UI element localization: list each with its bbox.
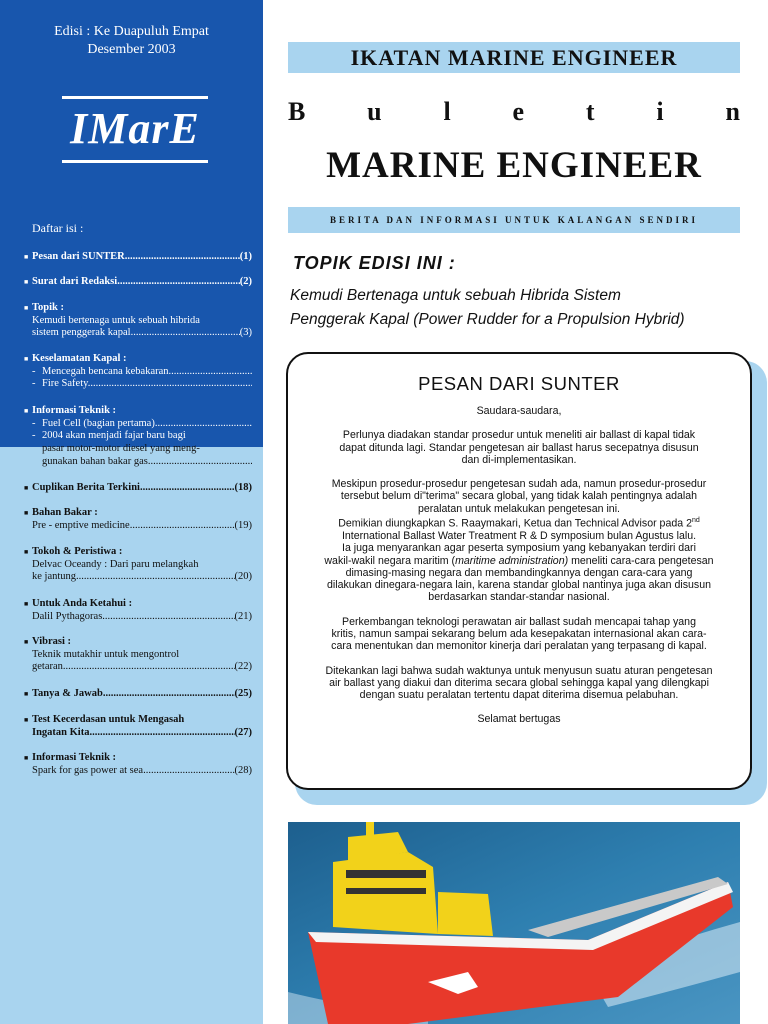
toc-subitem: gunakan bahan bakar gas bbox=[42, 455, 148, 467]
message-line: Perkembangan teknologi perawatan air ballast sudah mencapai tahap yang bbox=[342, 615, 696, 628]
imare-logo bbox=[62, 96, 208, 166]
toc-entry-title: ■ Tokoh & Peristiwa : bbox=[24, 546, 252, 559]
message-heading: PESAN DARI SUNTER bbox=[418, 373, 620, 394]
toc-entry-informasi-teknik[interactable]: ■ Informasi Teknik : - Fuel Cell (bagian pertama) ..... - 2004 akan menjadi fajar baru bagi bbox=[24, 405, 252, 443]
tagline-banner: BERITA DAN INFORMASI UNTUK KALANGAN SENDIRI bbox=[288, 207, 740, 233]
logo-bottom-rule bbox=[62, 160, 208, 163]
toc-entry-topik[interactable] bbox=[24, 302, 252, 340]
topic-label: TOPIK EDISI INI : bbox=[293, 253, 456, 273]
toc-entry-untuk-anda[interactable] bbox=[24, 598, 252, 623]
toc-entry-title: ■ Untuk Anda Ketahui : bbox=[24, 598, 252, 611]
toc-subitem: Fire Safety bbox=[42, 378, 88, 389]
topic-line: Kemudi Bertenaga untuk sebuah Hibrida Sistem bbox=[290, 287, 621, 304]
toc-subitem: Teknik mutakhir untuk mengontrol bbox=[32, 648, 180, 660]
toc-entry-title: ■ Test Kecerdasan untuk Mengasah bbox=[24, 714, 252, 727]
toc-entry-title: ■ Tanya & Jawab bbox=[32, 688, 103, 699]
toc-entry-page: (3) bbox=[239, 327, 252, 338]
ordinal-suffix: nd bbox=[691, 517, 700, 525]
message-text: wakil-wakil negara maritim ( bbox=[324, 554, 456, 567]
bulletin-letter: u bbox=[367, 97, 382, 126]
ship-photo bbox=[288, 822, 740, 1024]
toc-entry-page: (22) bbox=[234, 661, 252, 672]
bulletin-letter: B bbox=[288, 97, 306, 126]
toc-entry-page: (18) bbox=[234, 482, 252, 493]
toc-entry-title: ■ Cuplikan Berita Terkini bbox=[32, 482, 140, 493]
message-line bbox=[288, 515, 750, 530]
edition-number: Edisi : Ke Duapuluh Empat bbox=[54, 24, 209, 39]
message-line: Ditekankan lagi bahwa sudah waktunya untuk menyusun suatu aturan pengetesan bbox=[325, 664, 713, 677]
toc-entry-informasi-teknik-2[interactable] bbox=[24, 752, 252, 777]
message-line: Meskipun prosedur-prosedur pengetesan sudah ada, namun prosedur-prosedur bbox=[331, 478, 707, 491]
toc-subitem: Delvac Oceandy : Dari paru melangkah bbox=[32, 558, 199, 570]
ship-illustration bbox=[288, 822, 740, 1024]
message-line: tersebut belum di"terima" secara global, yang tidak kalah pentingnya adalah bbox=[340, 490, 698, 503]
message-line: air ballast yang diakui dan diterima secara global sehingga kapal yang dilengkapi bbox=[329, 676, 709, 689]
toc-subitem: Fuel Cell (bagian pertama) bbox=[42, 417, 155, 429]
toc-entry-keselamatan[interactable]: ■ Keselamatan Kapal : - Mencegah bencana kebakaran ..... - Fire Safety ..... bbox=[24, 353, 252, 391]
logo-text: IMarE bbox=[70, 104, 200, 153]
toc-entry-title: ■ Keselamatan Kapal : bbox=[24, 353, 252, 366]
bulletin-letter: t bbox=[585, 97, 595, 126]
toc-entry-pesan[interactable] bbox=[24, 251, 252, 264]
toc-entry-title: ■ Informasi Teknik : bbox=[24, 752, 252, 765]
bulletin-letter: i bbox=[656, 97, 664, 126]
toc-entry-page: (20) bbox=[234, 571, 252, 582]
message-greeting: Saudara-saudara, bbox=[476, 405, 562, 417]
message-line: kritis, namun sampai sekarang belum ada kesepakatan internasional akan cara- bbox=[331, 627, 707, 640]
message-line: peralatan untuk melakukan pengetesan ini. bbox=[417, 502, 620, 515]
toc-entry-page: (27) bbox=[234, 726, 252, 738]
toc-entry-page: (21) bbox=[234, 610, 252, 622]
toc-entry-title: ■ Informasi Teknik : bbox=[24, 405, 252, 418]
toc-entry-title: ■ Vibrasi : bbox=[24, 636, 252, 649]
toc-subitem: Spark for gas power at sea bbox=[32, 764, 144, 776]
toc-subitem: pasar motor-motor diesel yang meng- bbox=[42, 443, 200, 454]
message-line: berdasarkan standar-standar nasional. bbox=[428, 591, 610, 604]
toc-entry-title: ■ Topik : bbox=[24, 302, 252, 315]
toc-entry-page: (1) bbox=[239, 251, 252, 262]
association-banner: IKATAN MARINE ENGINEER bbox=[288, 42, 740, 73]
toc-title: Daftar isi : bbox=[32, 221, 84, 235]
toc-entry-tokoh[interactable] bbox=[24, 546, 252, 584]
bulletin-letter: e bbox=[512, 97, 525, 126]
message-line: Perlunya diadakan standar prosedur untuk meneliti air ballast di kapal tidak bbox=[342, 429, 696, 442]
toc-subitem: Pre - emptive medicine bbox=[32, 519, 130, 531]
toc-entry-title: ■ Surat dari Redaksi bbox=[32, 276, 118, 287]
bulletin-label bbox=[288, 97, 740, 135]
toc-entry-test-kecerdasan[interactable] bbox=[24, 714, 252, 739]
message-line: dilakukan dinegara-negara lain, karena standar global nantinya juga akan disusun bbox=[327, 579, 711, 592]
toc-entry-cuplikan[interactable] bbox=[24, 482, 252, 495]
topic-line: Penggerak Kapal (Power Rudder for a Propulsion Hybrid) bbox=[290, 311, 685, 328]
message-text: meneliti cara-cara pengetesan bbox=[568, 554, 714, 567]
toc-entry-page: (25) bbox=[234, 688, 252, 699]
message-line bbox=[288, 555, 750, 567]
toc-entry-line: sistem penggerak kapal bbox=[32, 327, 131, 338]
message-line: Ia juga menyarankan agar peserta symposium yang kebanyakan terdiri dari bbox=[342, 542, 696, 555]
toc-subitem: Dalil Pythagoras bbox=[32, 610, 103, 622]
logo-top-rule bbox=[62, 96, 208, 99]
toc-subitem: ke jantung bbox=[32, 571, 77, 582]
message-line: dan di-implementasikan. bbox=[461, 453, 577, 466]
bulletin-letter: n bbox=[725, 97, 740, 126]
toc-entry-title: ■ Pesan dari SUNTER bbox=[32, 251, 125, 262]
message-line: dengan suatu peralatan tertentu dapat diterima disemua pelabuhan. bbox=[359, 689, 679, 702]
toc-entry-vibrasi[interactable] bbox=[24, 636, 252, 674]
sidebar bbox=[0, 0, 263, 1024]
toc-entry-line: Kemudi bertenaga untuk sebuah hibrida bbox=[32, 314, 200, 326]
message-closing: Selamat bertugas bbox=[477, 713, 561, 726]
toc-entry-informasi-teknik-cont[interactable] bbox=[24, 443, 252, 468]
message-box bbox=[286, 352, 752, 790]
publication-title: MARINE ENGINEER bbox=[326, 145, 702, 186]
message-text: Demikian diungkapkan S. Raaymakari, Ketua dan Technical Advisor pada 2 bbox=[338, 517, 692, 530]
edition-date: Desember 2003 bbox=[87, 42, 176, 57]
toc-subitem: 2004 akan menjadi fajar baru bagi bbox=[42, 430, 186, 441]
message-line: dimasing-masing negara dan membandingkannya dengan cara-cara yang bbox=[345, 566, 693, 579]
topic-text bbox=[290, 284, 750, 332]
bulletin-letter: l bbox=[443, 97, 451, 126]
toc-entry-title: ■ Bahan Bakar : bbox=[24, 507, 252, 520]
toc-entry-page: (19) bbox=[234, 519, 252, 531]
message-line: dapat ditunda lagi. Standar pengetesan air ballast harus secepatnya disusun bbox=[339, 441, 699, 454]
toc-subitem: Mencegah bencana kebakaran bbox=[42, 365, 169, 377]
toc-entry-title: Ingatan Kita bbox=[32, 726, 90, 738]
toc-subitem: getaran bbox=[32, 661, 63, 672]
toc-entry-surat[interactable] bbox=[24, 276, 252, 289]
toc-entry-page: (28) bbox=[234, 764, 252, 776]
toc-entry-bahan-bakar[interactable] bbox=[24, 507, 252, 532]
message-line: cara menentukan dan memonitor kinerja dari peralatan yang terpasang di kapal. bbox=[331, 640, 707, 653]
message-line: International Ballast Water Treatment R & D symposium bulan Agustus lalu. bbox=[341, 529, 697, 542]
message-italic-text: maritime administration) bbox=[455, 554, 569, 567]
toc-entry-page: (2) bbox=[239, 276, 252, 287]
toc-entry-tanya-jawab[interactable] bbox=[24, 688, 252, 701]
